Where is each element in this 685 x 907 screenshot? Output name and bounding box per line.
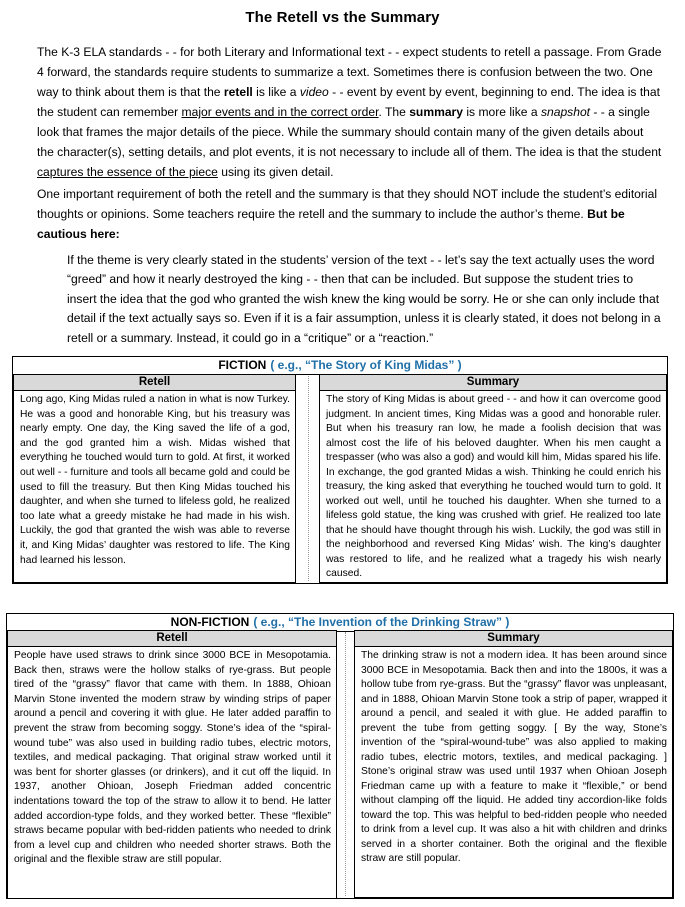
intro-paragraph-2: One important requirement of both the retell and the summary is that they should NOT include the student’s editorial thoughts or opinions. Some teachers require the retell and the summary to include the author’s theme. But be cautious here: <box>37 187 658 241</box>
fiction-label: FICTION <box>218 358 267 372</box>
intro-paragraph-1: The K-3 ELA standards - - for both Literary and Informational text - - expect students to retell a passage. From Grade 4 forward, the standards require students to summarize a text. Sometimes there is confusion between the two. One way to think about them is that the retell is like a video - - event by event by event, beginning to end. The idea is that the student can remember major events and in the correct order. The summary is more like a snapshot - - a single look that frames the major details of the piece. While the summary should contain many of the given details about the character(s), setting details, and plot events, it is not necessary to include all of them. The idea is that the student captures the essence of the piece using its given detail. <box>37 45 662 179</box>
nonfiction-divider <box>345 632 346 896</box>
nonfiction-retell-heading: Retell <box>8 631 336 647</box>
fiction-retell-heading: Retell <box>14 375 295 391</box>
nonfiction-summary-column <box>354 630 673 898</box>
fiction-divider <box>308 376 309 581</box>
nonfiction-retell-text: People have used straws to drink since 3000 BCE in Mesopotamia. Back then, straws were the hollow stalks of rye-grass. But people tired of the “grassy” flavor that came with them. In 1888, Ohioan Marvin Stone invented the modern straw by winding strips of paper around a pencil and covering it with glue. He later added paraffin to prevent the straw from becoming soggy. Stone’s idea of the “spiral-wound tube” was also used in building radio tubes, electric motors, textiles, and medical packaging. That original straw worked until it was bent for shorter glasses (or drinkers), and it cut off the liquid. In 1937, another Ohioan, Joseph Friedman added concentric indentations toward the top of the straw to allow it to bend. He latter added accordion-type folds, and they worked better. These “flexible” straws became popular with bed-ridden patients who needed to drink from a level cup and children who needed shorter straws. Both the original and the flexible straw are still popular. <box>14 650 331 866</box>
nonfiction-example: ( e.g., “The Invention of the Drinking Straw” ) <box>253 615 510 629</box>
page-title: The Retell vs the Summary <box>245 9 440 26</box>
nonfiction-summary-heading: Summary <box>355 631 672 647</box>
caution-paragraph: If the theme is very clearly stated in the students’ version of the text - - let’s say the text actually uses the word “greed” and how it nearly destroyed the king - - then that can be included. But suppose the student tries to insert the idea that the god who granted the wish knew the king would be sorry. He or she can only include that detail if the text actually says so. Even if it is a fair assumption, unless it is clearly stated, it does not belong in a retell or a summary. Instead, it could go in a “critique” or a “reaction.” <box>67 253 661 345</box>
fiction-retell-text: Long ago, King Midas ruled a nation in what is now Turkey. He was a good and honorable King, but his treasury was nearly empty. One day, the King saved the life of a god, and the god granted him a wish. Midas wished that everything he touched would turn to gold. At first, it worked out well - - furniture and tools all became gold and could be used to fill the treasury. But then King Midas touched his daughter, and when she turned to lifeless gold, he realized too late what a greedy mistake he had made in his wish. Luckily, the god that granted the wish was able to reverse it, and King Midas’ daughter was restored to life. The King had learned his lesson. <box>20 394 290 566</box>
nonfiction-label: NON-FICTION <box>170 615 250 629</box>
fiction-header <box>13 357 667 375</box>
fiction-retell-column <box>13 374 296 583</box>
fiction-example: ( e.g., “The Story of King Midas” ) <box>270 358 462 372</box>
nonfiction-retell-column <box>7 630 337 899</box>
nonfiction-summary-text: The drinking straw is not a modern idea. It has been around since 3000 BCE in Mesopotamia. Back then and into the 1800s, it was a hollow tube from rye-grass. But the “grassy” flavor was unpleasant, and in 1888, Ohioan Marvin Stone took a strip of paper, wrapped it around a pencil, and sealed it with glue. He added paraffin to prevent the tube from getting soggy. [ By the way, Stone’s invention of the “spiral-wound-tube” was also applied to making radio tubes, electric motors, textiles, and medical packaging. ] Stone’s original straw was used until 1937 when Ohioan Joseph Friedman came up with a feature to make it “flexible,” or bend without clamping off the liquid. He added tiny accordion-like folds toward the top. This was helpful to bed-ridden people who needed to drink from a level cup. It was also a hit with children and drinks served in a shorter container. Both the original and the flexible straw are still popular. <box>361 650 667 864</box>
fiction-summary-column <box>319 374 667 583</box>
fiction-summary-text: The story of King Midas is about greed - - and how it can overcome good judgment. In ancient times, King Midas was a good and honorable ruler. But when his treasury ran low, he made a foolish decision that was almost cost the life of his beloved daughter. When his men caught a trespasser (who was also a god) and would kill him, Midas spared his life. In exchange, the god granted Midas a wish. Thinking he could enrich his treasury, the king asked that everything he touched would turn to gold. It worked out well, until he touched his daughter. When she turned to a lifeless gold statue, the king was crushed with grief. He realized too late that he should have thought through his wish. Luckily, the god was still in the neighborhood and reversed King Midas’ wish. The king’s daughter was restored to life, and he realized what a tragedy his wish nearly caused. <box>326 394 661 579</box>
fiction-summary-heading: Summary <box>320 375 666 391</box>
